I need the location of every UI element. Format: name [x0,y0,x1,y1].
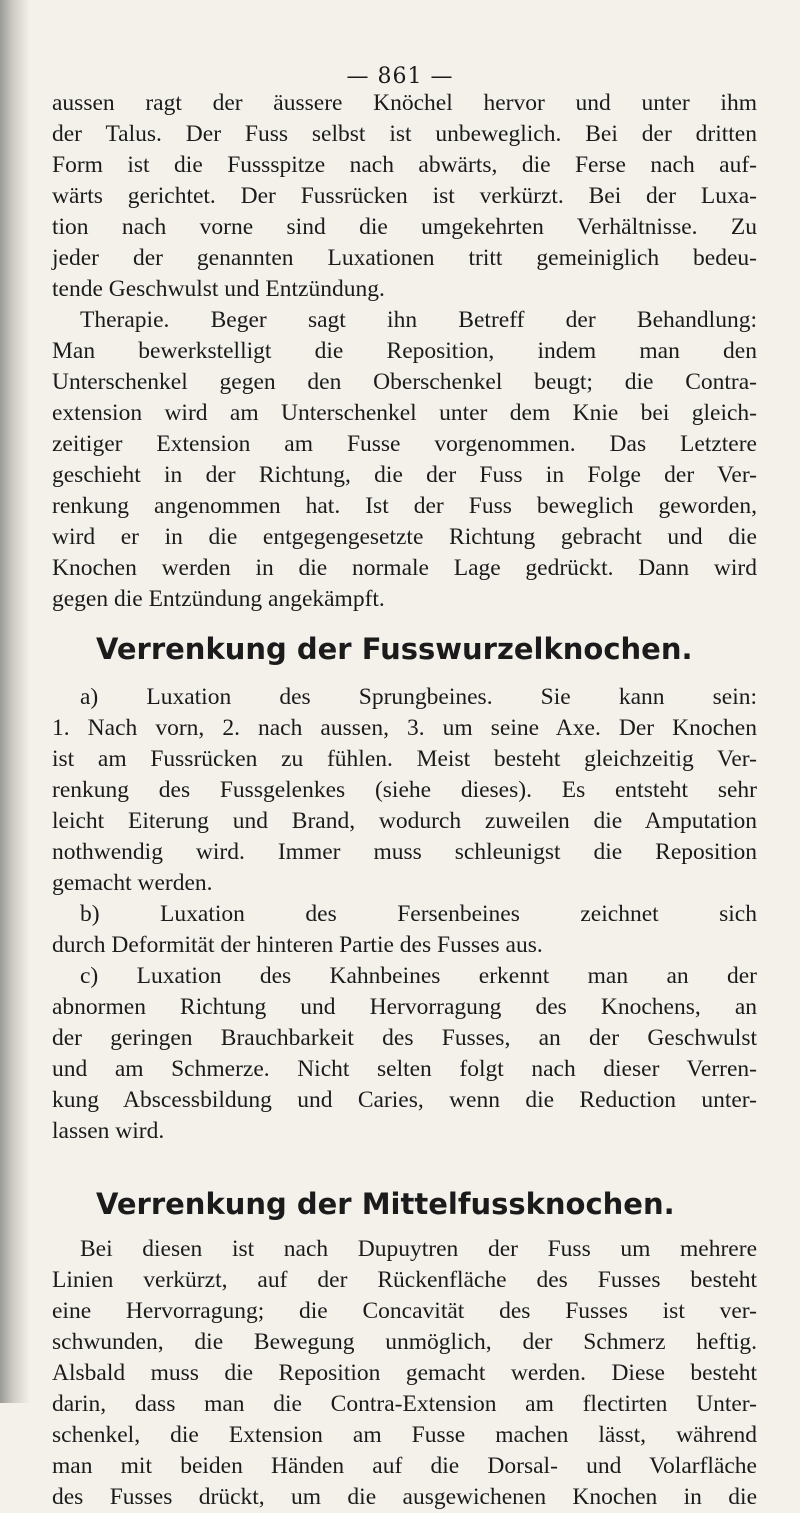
text-line: nothwendig wird. Immer muss schleunigst die Reposition [52,839,757,865]
text-line: renkung des Fussgelenkes (siehe dieses). Es entsteht sehr [52,777,757,803]
text-line: b) Luxation des Fersenbeines zeichnet sich [80,901,757,927]
text-line: geschieht in der Richtung, die der Fuss in Folge der Ver- [52,462,757,488]
text-line: durch Deformität der hinteren Partie des Fusses aus. [52,932,543,958]
text-line: gemacht werden. [52,870,213,896]
text-line: wärts gerichtet. Der Fussrücken ist verkürzt. Bei der Luxa- [52,183,757,209]
section-text-block [52,682,757,1147]
section-heading: Verrenkung der Fusswurzelknochen. [96,632,693,666]
text-line: tende Geschwulst und Entzündung. [52,276,385,302]
text-line: kung Abscessbildung und Caries, wenn die Reduction unter- [52,1087,757,1113]
text-line: Linien verkürzt, auf der Rückenfläche des Fusses besteht [52,1267,757,1293]
section-heading: Verrenkung der Mittelfussknochen. [96,1187,675,1221]
text-line: jeder der genannten Luxationen tritt gemeiniglich bedeu- [52,245,757,271]
text-line: der geringen Brauchbarkeit des Fusses, an der Geschwulst [52,1025,757,1051]
binding-shadow [0,0,30,1403]
text-line: c) Luxation des Kahnbeines erkennt man an der [80,963,757,989]
intro-text-block [52,88,757,615]
text-line: 1. Nach vorn, 2. nach aussen, 3. um seine Axe. Der Knochen [52,715,757,741]
text-line: Therapie. Beger sagt ihn Betreff der Behandlung: [80,307,757,333]
text-line: tion nach vorne sind die umgekehrten Verhältnisse. Zu [52,214,757,240]
text-line: des Fusses drückt, um die ausgewichenen Knochen in die [52,1484,757,1510]
text-line: aussen ragt der äussere Knöchel hervor und unter ihm [52,90,757,116]
text-line: wird er in die entgegengesetzte Richtung gebracht und die [52,524,757,550]
text-line: schwunden, die Bewegung unmöglich, der Schmerz heftig. [52,1329,757,1355]
text-line: leicht Eiterung und Brand, wodurch zuweilen die Amputation [52,808,757,834]
text-line: Form ist die Fussspitze nach abwärts, die Ferse nach auf- [52,152,757,178]
text-line: gegen die Entzündung angekämpft. [52,586,385,612]
text-line: zeitiger Extension am Fusse vorgenommen. Das Letztere [52,431,757,457]
section-text-block [52,1234,757,1513]
text-line: der Talus. Der Fuss selbst ist unbeweglich. Bei der dritten [52,121,757,147]
page-number: — 861 — [346,64,454,89]
text-line: abnormen Richtung und Hervorragung des Knochens, an [52,994,757,1020]
text-line: und am Schmerze. Nicht selten folgt nach dieser Verren- [52,1056,757,1082]
text-line: a) Luxation des Sprungbeines. Sie kann sein: [80,684,757,710]
text-line: Man bewerkstelligt die Reposition, indem man den [52,338,757,364]
text-line: darin, dass man die Contra-Extension am flectirten Unter- [52,1391,757,1417]
text-line: renkung angenommen hat. Ist der Fuss beweglich geworden, [52,493,757,519]
text-line: schenkel, die Extension am Fusse machen lässt, während [52,1422,757,1448]
text-line: man mit beiden Händen auf die Dorsal- und Volarfläche [52,1453,757,1479]
text-line: lassen wird. [52,1118,165,1144]
text-line: Knochen werden in die normale Lage gedrückt. Dann wird [52,555,757,581]
text-line: ist am Fussrücken zu fühlen. Meist besteht gleichzeitig Ver- [52,746,757,772]
text-line: eine Hervorragung; die Concavität des Fusses ist ver- [52,1298,757,1324]
text-line: extension wird am Unterschenkel unter dem Knie bei gleich- [52,400,757,426]
text-line: Unterschenkel gegen den Oberschenkel beugt; die Contra- [52,369,757,395]
text-line: Bei diesen ist nach Dupuytren der Fuss um mehrere [80,1236,757,1262]
text-line: Alsbald muss die Reposition gemacht werden. Diese besteht [52,1360,757,1386]
